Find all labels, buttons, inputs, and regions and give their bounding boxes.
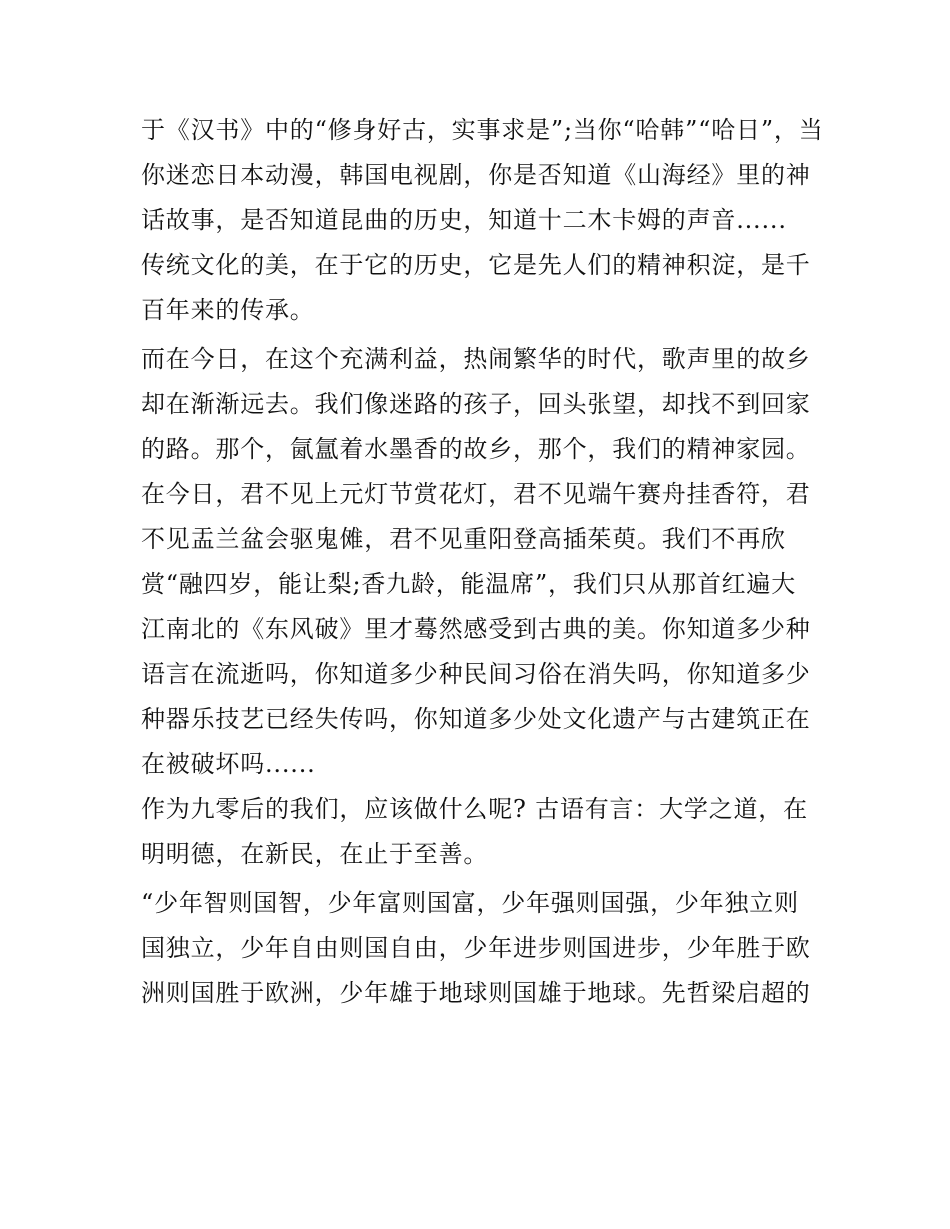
- text-line: 在被破坏吗......: [141, 750, 316, 778]
- text-line: “少年智则国智，少年富则国富，少年强则国强，少年独立则: [141, 889, 799, 917]
- text-line: 洲则国胜于欧洲，少年雄于地球则国雄于地球。先哲梁启超的: [141, 979, 811, 1007]
- text-line: 作为九零后的我们，应该做什么呢? 古语有言：大学之道，在: [141, 795, 808, 823]
- text-line: 你迷恋日本动漫，韩国电视剧，你是否知道《山海经》里的神: [141, 161, 811, 189]
- body-text: [141, 108, 824, 1016]
- text-line: 赏“融四岁，能让梨;香九龄，能温席”，我们只从那首红遍大: [141, 570, 797, 598]
- text-line: 而在今日，在这个充满利益，热闹繁华的时代，歌声里的故乡: [141, 345, 811, 373]
- text-line: 话故事，是否知道昆曲的历史，知道十二木卡姆的声音......: [141, 206, 787, 234]
- text-line: 百年来的传承。: [141, 296, 315, 324]
- text-line: 于《汉书》中的“修身好古，实事求是”;当你“哈韩”“哈日”，当: [141, 116, 824, 144]
- text-line: 在今日，君不见上元灯节赏花灯，君不见端午赛舟挂香符，君: [141, 480, 811, 508]
- text-line: 国独立，少年自由则国自由，少年进步则国进步，少年胜于欧: [141, 934, 811, 962]
- text-line: 语言在流逝吗，你知道多少种民间习俗在消失吗，你知道多少: [141, 660, 811, 688]
- text-line: 种器乐技艺已经失传吗，你知道多少处文化遗产与古建筑正在: [141, 705, 811, 733]
- text-line: 明明德，在新民，在止于至善。: [141, 840, 489, 868]
- text-line: 江南北的《东风破》里才蓦然感受到古典的美。你知道多少种: [141, 615, 811, 643]
- text-line: 却在渐渐远去。我们像迷路的孩子，回头张望，却找不到回家: [141, 390, 811, 418]
- text-line: 的路。那个，氤氲着水墨香的故乡，那个，我们的精神家园。: [141, 435, 811, 463]
- text-line: 不见盂兰盆会驱鬼傩，君不见重阳登高插茱萸。我们不再欣: [141, 525, 786, 553]
- text-line: 传统文化的美，在于它的历史，它是先人们的精神积淀，是千: [141, 251, 811, 279]
